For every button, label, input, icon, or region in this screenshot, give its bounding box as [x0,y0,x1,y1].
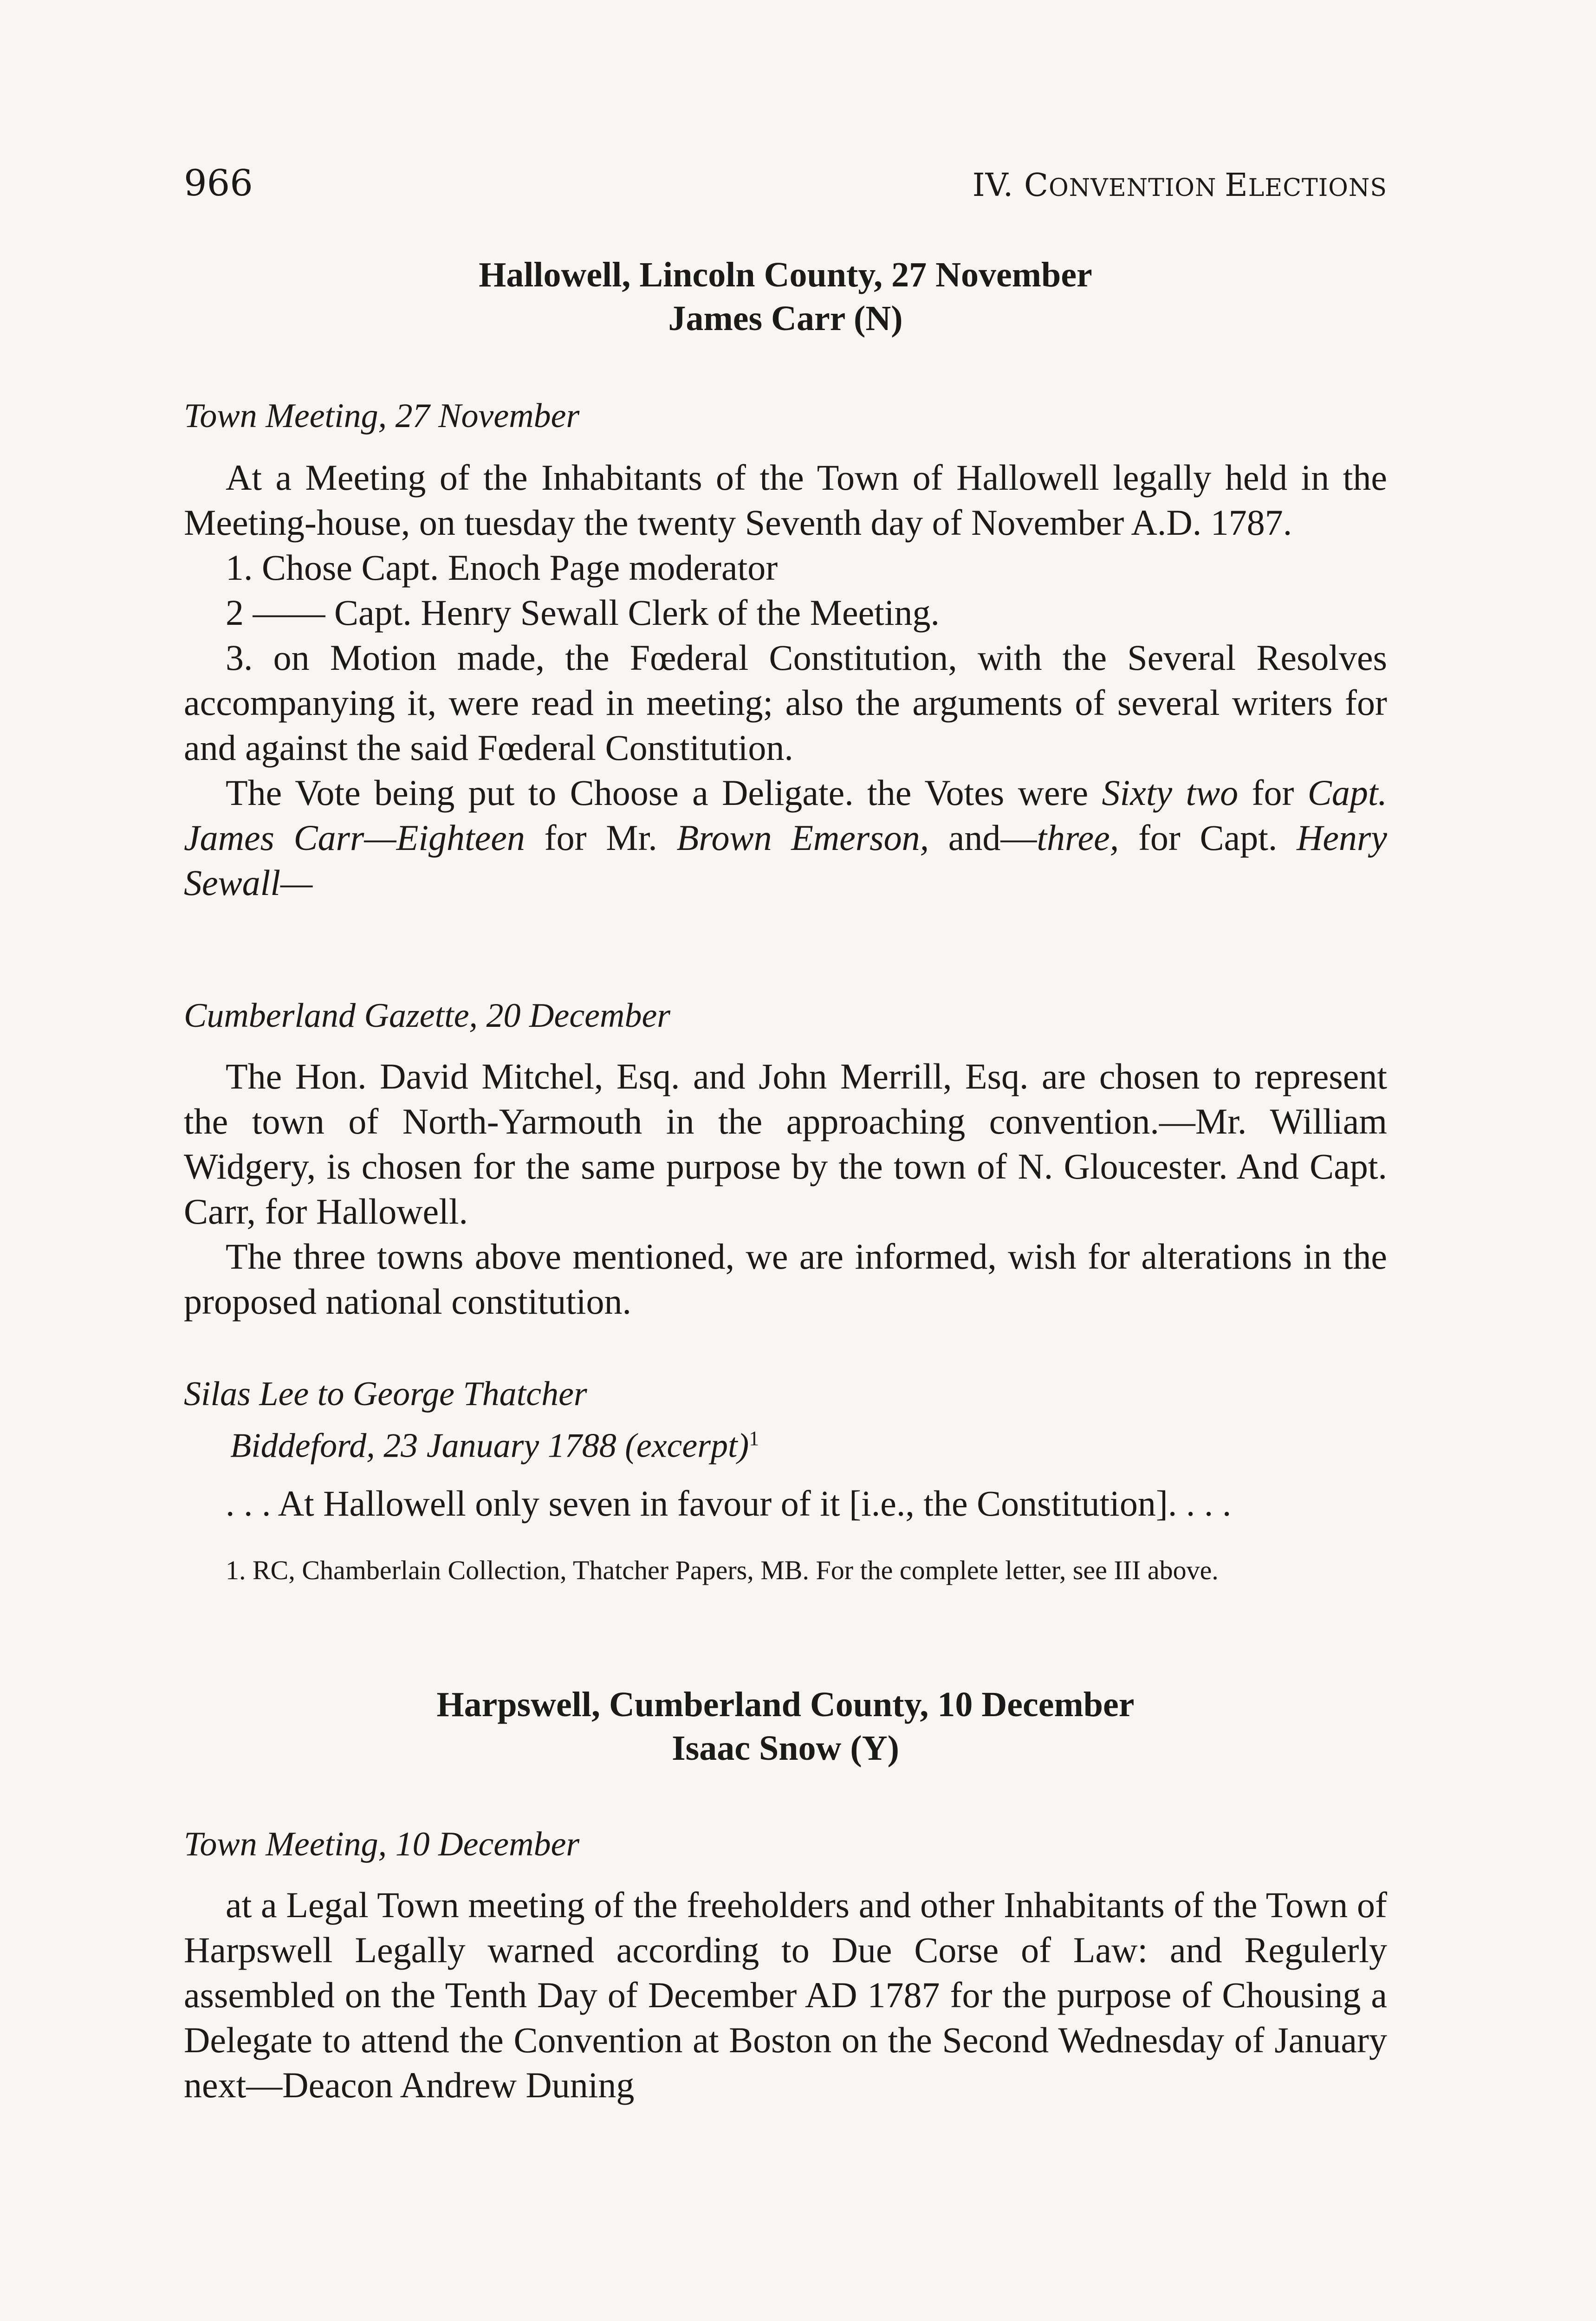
hallowell-heading-line2: James Carr (N) [668,299,903,338]
letter-text [184,1481,1387,1526]
harpswell-town-meeting-source: Town Meeting, 10 December [184,1825,580,1863]
list-item: 3. on Motion made, the Fœderal Constitution, with the Several Resolves accompanying it, were read in meeting; also the arguments of several writers for and against the said Fœderal Constitution. [184,637,1387,768]
hallowell-town-meeting-text [184,455,1387,905]
paragraph: At a Meeting of the Inhabitants of the Town of Hallowell legally held in the Meeting-house, on tuesday the twenty Seventh day of November A.D. 1787. [184,457,1387,543]
letter-source-line1: Silas Lee to George Thatcher [184,1375,587,1413]
list-item: 1. Chose Capt. Enoch Page moderator [226,547,778,588]
harpswell-heading [184,1683,1387,1770]
gazette-text [184,1054,1387,1324]
letter-source-line2: Biddeford, 23 January 1788 (excerpt)$^1$ [230,1426,759,1465]
hallowell-town-meeting-source: Town Meeting, 27 November [184,397,580,435]
gazette-source: Cumberland Gazette, 20 December [184,997,671,1035]
hallowell-heading-line1: Hallowell, Lincoln County, 27 November [479,255,1092,294]
running-head [184,162,1387,209]
letter-source [184,1372,1387,1468]
paragraph: The Hon. David Mitchel, Esq. and John Merrill, Esq. are chosen to represent the town of North-Yarmouth in the approaching convention.—Mr. William Widgery, is chosen for the same purpose by the town of N. Gloucester. And Capt. Carr, for Hallowell. [184,1056,1387,1232]
harpswell-town-meeting-text [184,1882,1387,2107]
hallowell-heading [184,253,1387,340]
paragraph: The three towns above mentioned, we are informed, wish for alterations in the proposed national constitution. [184,1236,1387,1322]
paragraph: at a Legal Town meeting of the freeholders and other Inhabitants of the Town of Harpswell Legally warned according to Due Corse of Law: and Regulerly assembled on the Tenth Day of December AD 1787 for the purpose of Chousing a Delegate to attend the Convention at Boston on the Second Wednesday of January next—Deacon Andrew Duning [184,1885,1387,2105]
vote-paragraph: The Vote being put to Choose a Deligate. the Votes were Sixty two for Capt. James Carr—Eighteen for Mr. Brown Emerson, and—three, for Capt. Henry Sewall— [184,772,1388,903]
paragraph: . . . At Hallowell only seven in favour of it [i.e., the Constitution]. . . . [226,1483,1232,1524]
harpswell-heading-line2: Isaac Snow (Y) [672,1729,899,1768]
footnote-text: 1. RC, Chamberlain Collection, Thatcher Papers, MB. For the complete letter, see III above. [226,1555,1219,1585]
page-number: 966 [184,162,253,204]
list-item: 2 —— Capt. Henry Sewall Clerk of the Meeting. [226,592,940,633]
footnote-ref: 1 [749,1427,759,1450]
footnote [184,1553,1387,1588]
harpswell-heading-line1: Harpswell, Cumberland County, 10 December [436,1685,1135,1724]
section-title: IV. CONVENTION ELECTIONS [972,167,1387,204]
